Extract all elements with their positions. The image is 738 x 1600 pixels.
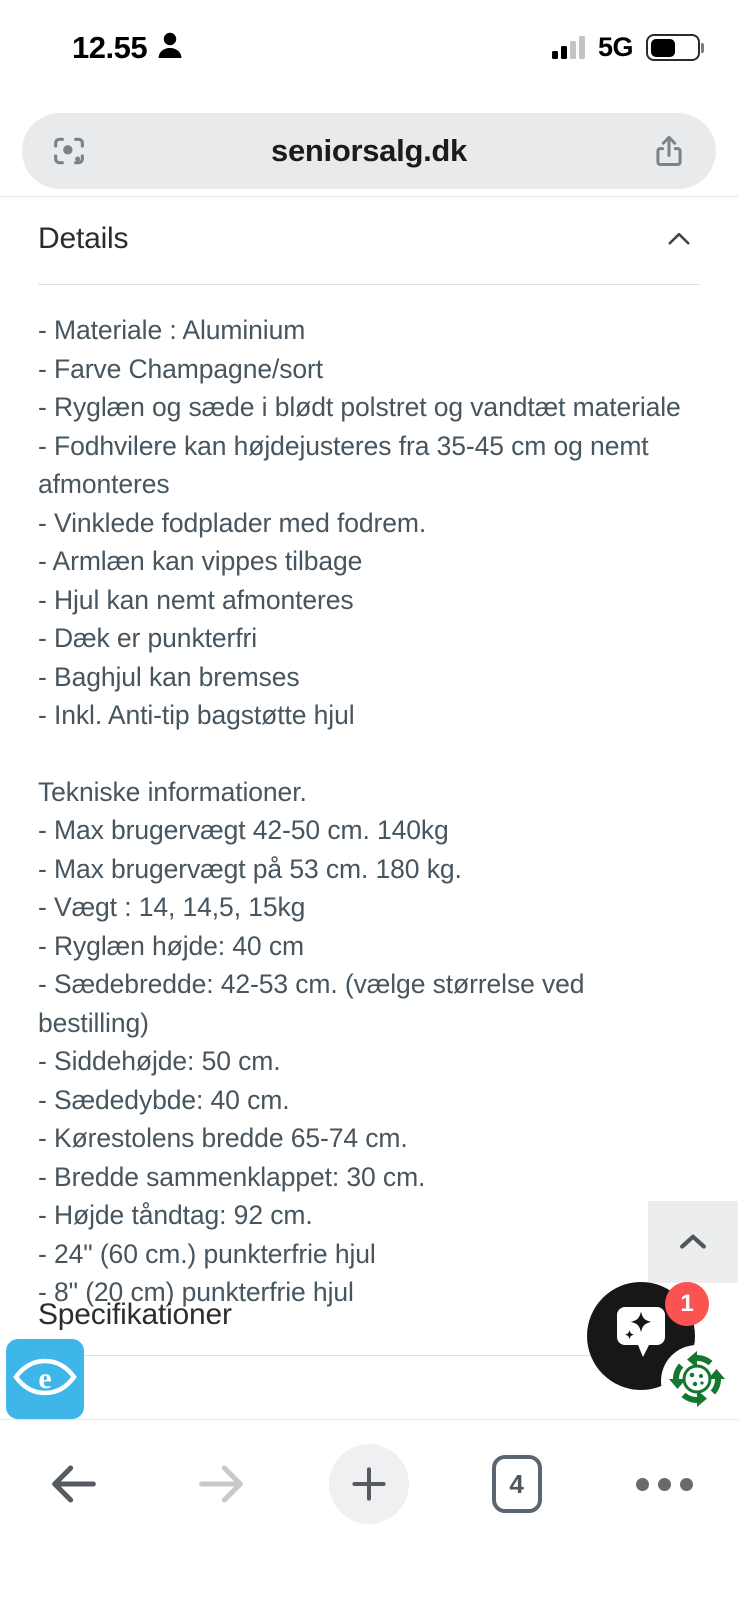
- browser-bottom-nav: [0, 1420, 738, 1600]
- plus-icon: [329, 1444, 409, 1524]
- accessibility-widget-button[interactable]: [6, 1339, 84, 1419]
- detail-line: - Ryglæn højde: 40 cm: [38, 930, 304, 961]
- detail-line: - 8" (20 cm) punkterfrie hjul: [38, 1277, 354, 1307]
- new-tab-button[interactable]: [295, 1438, 443, 1530]
- detail-line: - Sædebredde: 42-53 cm. (vælge størrelse ved bestilling): [38, 969, 585, 1038]
- status-time: 12.55: [72, 29, 148, 65]
- detail-line: - Vinklede fodplader med fodrem.: [38, 507, 427, 538]
- detail-line: - Max brugervægt på 53 cm. 180 kg.: [38, 853, 462, 884]
- web-page-content: [0, 197, 738, 1600]
- accessibility-eye-icon: [12, 1352, 78, 1407]
- detail-line: - Dæk er punkterfri: [38, 623, 257, 653]
- details-body-text: [0, 285, 738, 1312]
- url-bar[interactable]: [22, 113, 716, 189]
- detail-line: - 24" (60 cm.) punkterfrie hjul: [38, 1238, 376, 1269]
- specifications-title: Specifikationer: [38, 1298, 232, 1331]
- details-title: Details: [38, 221, 129, 255]
- detail-line: - Baghjul kan bremses: [38, 661, 300, 692]
- cellular-signal-icon: [552, 37, 585, 59]
- scroll-to-top-button[interactable]: [648, 1201, 738, 1283]
- forward-button[interactable]: [148, 1438, 296, 1530]
- detail-line: - Fodhvilere kan højdejusteres fra 35-45 cm og nemt afmonteres: [38, 430, 649, 499]
- detail-line: - Farve Champagne/sort: [38, 353, 324, 384]
- detail-line: - Hjul kan nemt afmonteres: [38, 584, 354, 615]
- detail-line: - Sædedybde: 40 cm.: [38, 1084, 290, 1115]
- url-bar-title[interactable]: seniorsalg.dk: [271, 133, 467, 168]
- person-icon: [157, 31, 183, 64]
- more-options-icon: [636, 1478, 693, 1491]
- svg-text:e: e: [38, 1361, 52, 1395]
- detail-line: - Ryglæn og sæde i blødt polstret og vandtæt materiale: [38, 392, 681, 422]
- detail-line: - Armlæn kan vippes tilbage: [38, 546, 363, 576]
- detail-line: - Siddehøjde: 50 cm.: [38, 1046, 281, 1076]
- network-type-label: 5G: [597, 32, 633, 62]
- tab-count-label: 4: [492, 1455, 542, 1513]
- detail-line: - Inkl. Anti-tip bagstøtte hjul: [38, 700, 355, 730]
- tab-switcher-button[interactable]: [443, 1438, 591, 1530]
- status-bar: [0, 0, 738, 95]
- chat-unread-badge: 1: [665, 1282, 709, 1326]
- detail-line: - Bredde sammenklappet: 30 cm.: [38, 1161, 426, 1192]
- lens-camera-search-icon[interactable]: [46, 128, 92, 174]
- share-icon[interactable]: [646, 128, 692, 174]
- detail-line: - Materiale : Aluminium: [38, 315, 306, 345]
- detail-line: - Vægt : 14, 14,5, 15kg: [38, 892, 306, 922]
- back-button[interactable]: [0, 1438, 148, 1530]
- more-options-button[interactable]: [590, 1438, 738, 1530]
- cookie-settings-button[interactable]: [661, 1345, 733, 1417]
- detail-line: - Max brugervægt 42-50 cm. 140kg: [38, 815, 449, 845]
- details-section-header[interactable]: [0, 197, 738, 267]
- chevron-up-icon[interactable]: [658, 218, 700, 260]
- battery-icon: [646, 34, 700, 61]
- url-bar-container: [0, 113, 738, 195]
- detail-line: - Højde tåndtag: 92 cm.: [38, 1200, 313, 1230]
- cookie-recycle-icon: [662, 1344, 732, 1419]
- detail-line: - Kørestolens bredde 65-74 cm.: [38, 1123, 408, 1153]
- status-bar-right: [552, 32, 700, 63]
- detail-line: Tekniske informationer.: [38, 776, 307, 807]
- status-bar-left: [72, 30, 183, 66]
